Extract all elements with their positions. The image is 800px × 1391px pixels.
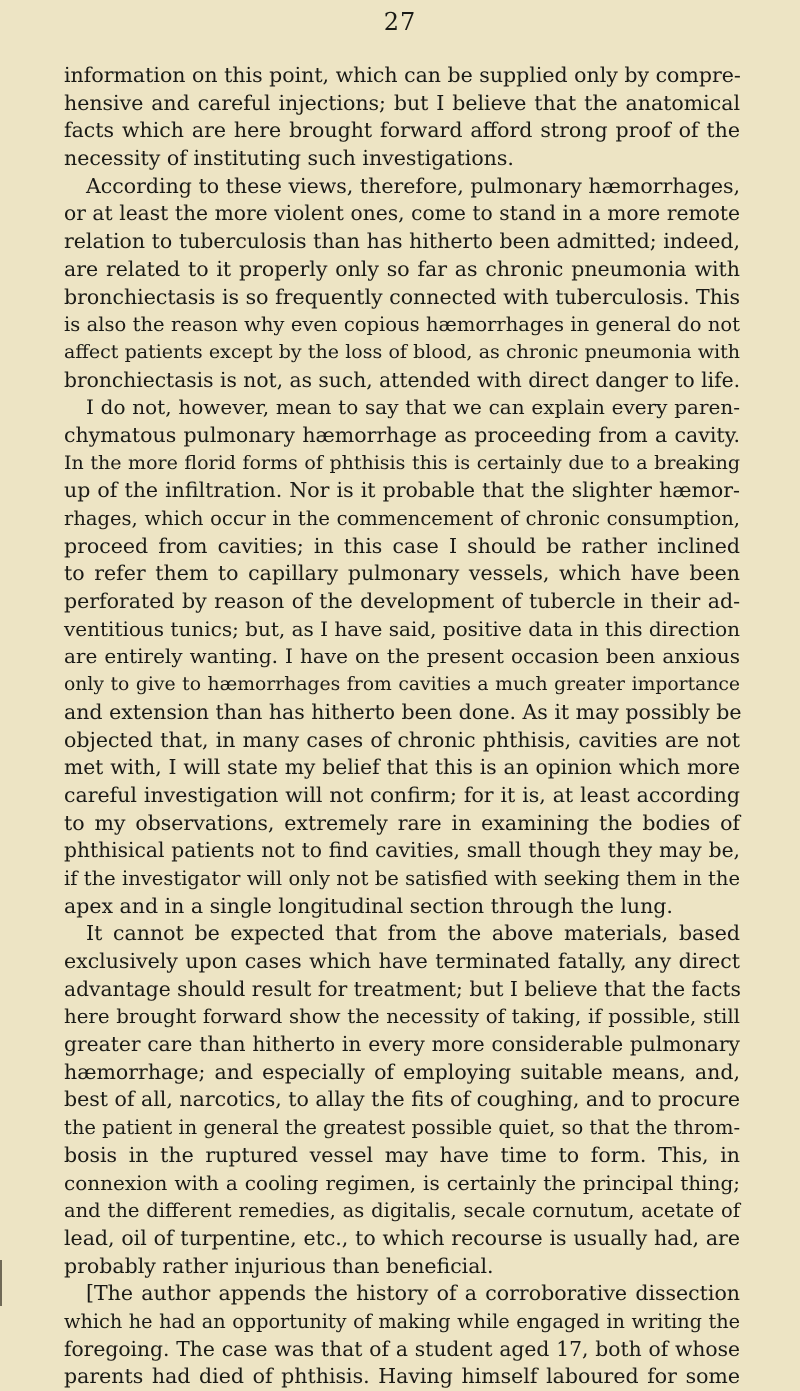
text-line: hæmorrhage; and especially of employing suitable means, and, xyxy=(64,1059,740,1084)
text-line: careful investigation will not confirm; for it is, at least according xyxy=(64,782,740,807)
text-line: In the more florid forms of phthisis this is certainly due to a breaking xyxy=(64,451,740,474)
text-line: greater care than hitherto in every more considerable pulmonary xyxy=(64,1032,740,1057)
text-line: best of all, narcotics, to allay the fits of coughing, and to procure xyxy=(64,1087,740,1112)
text-line: to my observations, extremely rare in examining the bodies of xyxy=(64,810,740,835)
text-line: ventitious tunics; but, as I have said, positive data in this direction xyxy=(64,616,741,641)
text-line: bronchiectasis is so frequently connected with tuberculosis. This xyxy=(64,284,740,309)
text-line: hensive and careful injections; but I believe that the anatomical xyxy=(64,90,740,115)
text-line: bronchiectasis is not, as such, attended with direct danger to life. xyxy=(64,367,741,392)
text-line: facts which are here brought forward afford strong proof of the xyxy=(64,118,740,143)
text-line: and the different remedies, as digitalis, secale cornutum, acetate of xyxy=(64,1199,740,1223)
paragraph-start-line: It cannot be expected that from the above materials, based xyxy=(86,921,740,946)
paragraph-start-line: According to these views, therefore, pulmonary hæmorrhages, xyxy=(86,173,740,198)
text-line: proceed from cavities; in this case I should be rather inclined xyxy=(64,533,740,558)
text-line: information on this point, which can be supplied only by compre- xyxy=(64,63,741,87)
text-line: if the investigator will only not be satisfied with seeking them in the xyxy=(64,866,740,890)
text-line: met with, I will state my belief that this is an opinion which more xyxy=(64,755,740,780)
text-line: advantage should result for treatment; but I believe that the facts xyxy=(64,976,741,1001)
text-line: up of the infiltration. Nor is it probable that the slighter hæmor- xyxy=(64,478,740,503)
text-line: apex and in a single longitudinal section through the lung. xyxy=(64,893,673,918)
text-line: is also the reason why even copious hæmorrhages in general do not xyxy=(64,313,740,337)
text-line: relation to tuberculosis than has hitherto been admitted; indeed, xyxy=(64,229,740,254)
text-line: affect patients except by the loss of blood, as chronic pneumonia with xyxy=(64,340,740,363)
text-line: necessity of instituting such investigations. xyxy=(64,146,514,171)
page-edge-shadow xyxy=(0,1260,2,1306)
text-line: the patient in general the greatest possible quiet, so that the throm- xyxy=(64,1116,741,1140)
text-line: perforated by reason of the development of tubercle in their ad- xyxy=(64,589,740,614)
text-line: bosis in the ruptured vessel may have time to form. This, in xyxy=(64,1142,740,1167)
paragraph-start-line: I do not, however, mean to say that we can explain every paren- xyxy=(86,395,740,420)
text-line: or at least the more violent ones, come to stand in a more remote xyxy=(64,201,740,226)
text-line: chymatous pulmonary hæmorrhage as proceeding from a cavity. xyxy=(64,422,740,447)
text-line: connexion with a cooling regimen, is certainly the principal thing; xyxy=(64,1170,740,1195)
text-line: are entirely wanting. I have on the present occasion been anxious xyxy=(64,644,740,669)
text-line: lead, oil of turpentine, etc., to which recourse is usually had, are xyxy=(64,1225,740,1250)
text-line: objected that, in many cases of chronic phthisis, cavities are not xyxy=(64,727,740,752)
page-number: 27 xyxy=(383,8,417,36)
text-line: and extension than has hitherto been done. As it may possibly be xyxy=(64,699,742,724)
text-line: foregoing. The case was that of a student aged 17, both of whose xyxy=(64,1336,740,1361)
text-line: phthisical patients not to find cavities, small though they may be, xyxy=(64,838,740,863)
text-line: which he had an opportunity of making while engaged in writing the xyxy=(64,1309,740,1333)
paragraph-start-line: [The author appends the history of a corroborative dissection xyxy=(86,1281,740,1306)
text-line: here brought forward show the necessity of taking, if possible, still xyxy=(64,1005,740,1029)
text-line: exclusively upon cases which have terminated fatally, any direct xyxy=(64,949,740,973)
body-text xyxy=(64,62,740,1391)
text-line: rhages, which occur in the commencement of chronic consumption, xyxy=(64,507,740,530)
text-line: to refer them to capillary pulmonary vessels, which have been xyxy=(64,561,740,586)
text-line: are related to it properly only so far as chronic pneumonia with xyxy=(64,256,740,281)
text-line: probably rather injurious than beneficial. xyxy=(64,1253,494,1278)
text-line: only to give to hæmorrhages from cavities a much greater importance xyxy=(64,674,740,696)
text-line: parents had died of phthisis. Having himself laboured for some xyxy=(64,1364,740,1389)
